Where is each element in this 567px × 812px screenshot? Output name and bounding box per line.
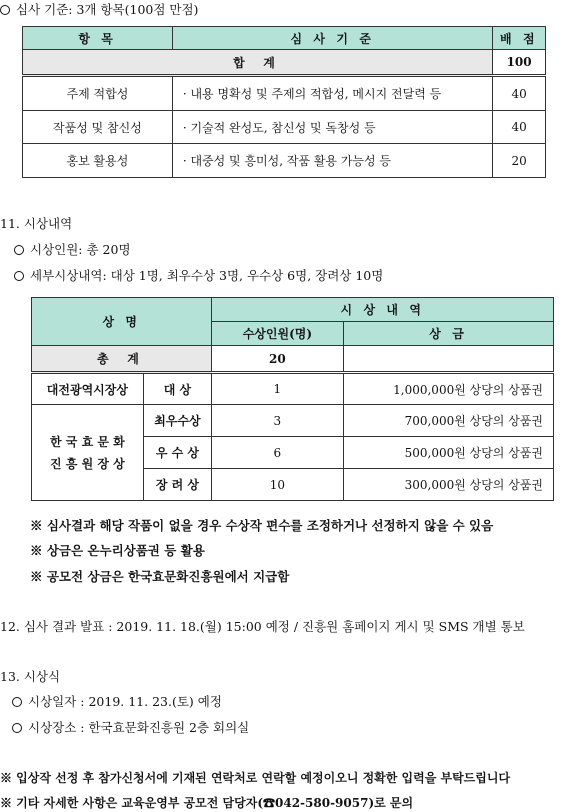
- award-count: 10: [212, 469, 344, 501]
- criteria-header-score: 배 점: [493, 27, 546, 50]
- criteria-table: [22, 26, 546, 178]
- award-total-row: [32, 346, 554, 373]
- criteria-title: 심사 기준: 3개 항목(100점 만점): [0, 0, 198, 18]
- section-11-heading: 11. 시상내역: [0, 216, 73, 231]
- criteria-score: 40: [493, 111, 546, 144]
- award-row: [32, 373, 554, 405]
- award-prize: 1,000,000원 상당의 상품권: [343, 373, 553, 405]
- award-total-prize: [343, 346, 553, 373]
- award-prize: 300,000원 상당의 상품권: [343, 469, 553, 501]
- criteria-total-label: 합 계: [23, 50, 493, 76]
- criteria-text: · 대중성 및 흥미성, 작품 활용 가능성 등: [172, 144, 492, 178]
- award-grade: 최우수상: [143, 405, 211, 437]
- award-prize: 700,000원 상당의 상품권: [343, 405, 553, 437]
- section-12-line: 12. 심사 결과 발표 : 2019. 11. 18.(월) 15:00 예정 / 진흥원 홈페이지 게시 및 SMS 개별 통보: [0, 619, 525, 634]
- award-org: [32, 405, 144, 501]
- award-note: ※ 공모전 상금은 한국효문화진흥원에서 지급함: [30, 569, 290, 584]
- criteria-row: [23, 144, 546, 178]
- section-13-heading: 13. 시상식: [0, 669, 61, 684]
- award-note: ※ 상금은 온누리상품권 등 활용: [30, 543, 205, 558]
- award-total-label: 총 계: [32, 346, 212, 373]
- award-header-count: 수상인원(명): [212, 322, 344, 346]
- criteria-row: [23, 111, 546, 144]
- criteria-text: · 기술적 완성도, 참신성 및 독창성 등: [172, 111, 492, 144]
- criteria-header-item: 항 목: [23, 27, 173, 50]
- footer-note: ※ 입상작 선정 후 참가신청서에 기재된 연락처로 연락할 예정이오니 정확한 입력을 부탁드립니다: [0, 771, 511, 785]
- award-header-row: [32, 298, 554, 322]
- criteria-header-row: [23, 27, 546, 50]
- criteria-total-row: [23, 50, 546, 76]
- ceremony-place: 시상장소 : 한국효문화진흥원 2층 회의실: [12, 718, 249, 736]
- award-total-line: 시상인원: 총 20명: [14, 240, 131, 258]
- award-org: 대전광역시장상: [32, 373, 144, 405]
- criteria-item: 작품성 및 참신성: [23, 111, 173, 144]
- circle-bullet-icon: [14, 271, 24, 281]
- circle-bullet-icon: [12, 697, 22, 707]
- award-row: [32, 405, 554, 437]
- criteria-total-score: 100: [493, 50, 546, 76]
- award-org-line: 한 국 효 문 화: [50, 434, 125, 449]
- ceremony-date: 시상일자 : 2019. 11. 23.(토) 예정: [12, 692, 222, 710]
- criteria-score: 20: [493, 144, 546, 178]
- criteria-score: 40: [493, 76, 546, 111]
- award-note: ※ 심사결과 해당 작품이 없을 경우 수상작 편수를 조정하거나 선정하지 않을 수 있음: [30, 518, 494, 533]
- criteria-text: · 내용 명확성 및 주제의 적합성, 메시지 전달력 등: [172, 76, 492, 111]
- award-header-name: 상 명: [32, 298, 212, 346]
- footer-note: ※ 기타 자세한 사항은 교육운영부 공모전 담당자(☎042-580-9057)로 문의: [0, 796, 414, 810]
- award-detail-line: 세부시상내역: 대상 1명, 최우수상 3명, 우수상 6명, 장려상 10명: [14, 266, 383, 284]
- award-prize: 500,000원 상당의 상품권: [343, 437, 553, 469]
- award-count: 3: [212, 405, 344, 437]
- criteria-item: 주제 적합성: [23, 76, 173, 111]
- award-header-detail: 시 상 내 역: [212, 298, 554, 322]
- award-grade: 장 려 상: [143, 469, 211, 501]
- award-org-line: 진 흥 원 장 상: [50, 456, 125, 471]
- circle-bullet-icon: [12, 723, 22, 733]
- criteria-item: 홍보 활용성: [23, 144, 173, 178]
- award-table: [31, 297, 554, 501]
- circle-bullet-icon: [14, 245, 24, 255]
- criteria-header-criteria: 심 사 기 준: [172, 27, 492, 50]
- criteria-row: [23, 76, 546, 111]
- award-total-count: 20: [212, 346, 344, 373]
- award-grade: 우 수 상: [143, 437, 211, 469]
- circle-bullet-icon: [0, 5, 10, 15]
- award-header-prize: 상 금: [343, 322, 553, 346]
- award-count: 6: [212, 437, 344, 469]
- award-grade: 대 상: [143, 373, 211, 405]
- award-count: 1: [212, 373, 344, 405]
